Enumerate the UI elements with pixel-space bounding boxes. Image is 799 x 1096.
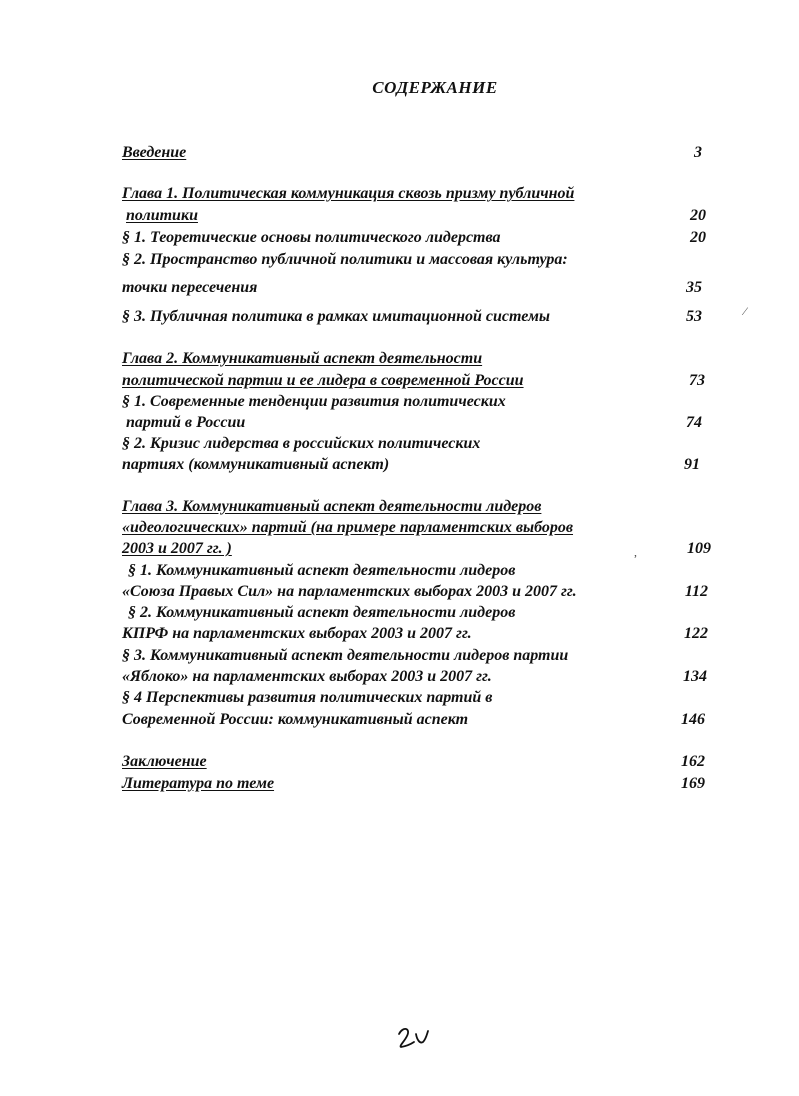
toc-ch1-s1-page: 20 [690,229,706,246]
scan-speck: ⁄ [744,304,747,318]
toc-ch3-s2-page: 122 [684,625,708,642]
toc-conclusion-page: 162 [681,753,705,770]
toc-literature-label: Литература по теме [122,775,275,792]
toc-ch2-s1-line2: партий в России [126,414,246,431]
toc-ch3-s1-line2: «Союза Правых Сил» на парламентских выборах 2003 и 2007 гг. [122,583,577,600]
toc-ch3-s1-line1: § 1. Коммуникативный аспект деятельности лидеров [128,562,516,579]
toc-ch1-s2-line2: точки пересечения [122,279,258,296]
toc-ch3-line1: Глава 3. Коммуникативный аспект деятельности лидеров [122,498,542,515]
toc-ch1-line2: политики [126,207,198,224]
toc-ch2-line2: политической партии и ее лидера в современной России [122,372,524,389]
toc-ch2-s2-line1: § 2. Кризис лидерства в российских политических [122,435,481,452]
toc-ch3-s3-line2: «Яблоко» на парламентских выборах 2003 и 2007 гг. [122,668,492,685]
handwritten-page-number [395,1022,435,1052]
toc-ch1-s2-line1: § 2. Пространство публичной политики и массовая культура: [122,251,568,268]
toc-ch2-line1: Глава 2. Коммуникативный аспект деятельности [122,350,483,367]
toc-ch3-s2-line1: § 2. Коммуникативный аспект деятельности лидеров [128,604,516,621]
toc-ch1-s3: § 3. Публичная политика в рамках имитационной системы [122,308,551,325]
toc-ch1-s2-page: 35 [686,279,702,296]
toc-ch1-s3-page: 53 [686,308,702,325]
toc-ch3-s3-page: 134 [683,668,707,685]
toc-ch3-line3: 2003 и 2007 гг. ) [122,540,232,557]
toc-intro-page: 3 [694,144,702,161]
toc-ch2-s2-page: 91 [684,456,700,473]
page-title: СОДЕРЖАНИЕ [372,78,498,97]
toc-ch3-s4-line2: Современной России: коммуникативный аспект [122,711,469,728]
toc-ch2-page: 73 [689,372,705,389]
toc-conclusion-label: Заключение [122,753,207,770]
toc-ch1-s1: § 1. Теоретические основы политического лидерства [122,229,501,246]
toc-ch3-s1-page: 112 [684,583,708,600]
scan-speck: , [634,545,637,559]
toc-ch1-page: 20 [690,207,706,224]
toc-ch1-line1: Глава 1. Политическая коммуникация сквозь призму публичной [122,185,575,202]
toc-intro-label: Введение [122,144,187,161]
toc-ch3-s4-line1: § 4 Перспективы развития политических партий в [122,689,493,706]
toc-ch3-line2: «идеологических» партий (на примере парламентских выборов [122,519,574,536]
toc-ch2-s2-line2: партиях (коммуникативный аспект) [122,456,390,473]
toc-ch3-s3-line1: § 3. Коммуникативный аспект деятельности лидеров партии [122,647,569,664]
toc-ch3-s2-line2: КПРФ на парламентских выборах 2003 и 2007 гг. [122,625,472,642]
toc-ch3-page: 109 [687,540,711,557]
toc-ch2-s1-line1: § 1. Современные тенденции развития политических [122,393,506,410]
toc-ch3-s4-page: 146 [681,711,705,728]
toc-ch2-s1-page: 74 [686,414,702,431]
toc-literature-page: 169 [681,775,705,792]
